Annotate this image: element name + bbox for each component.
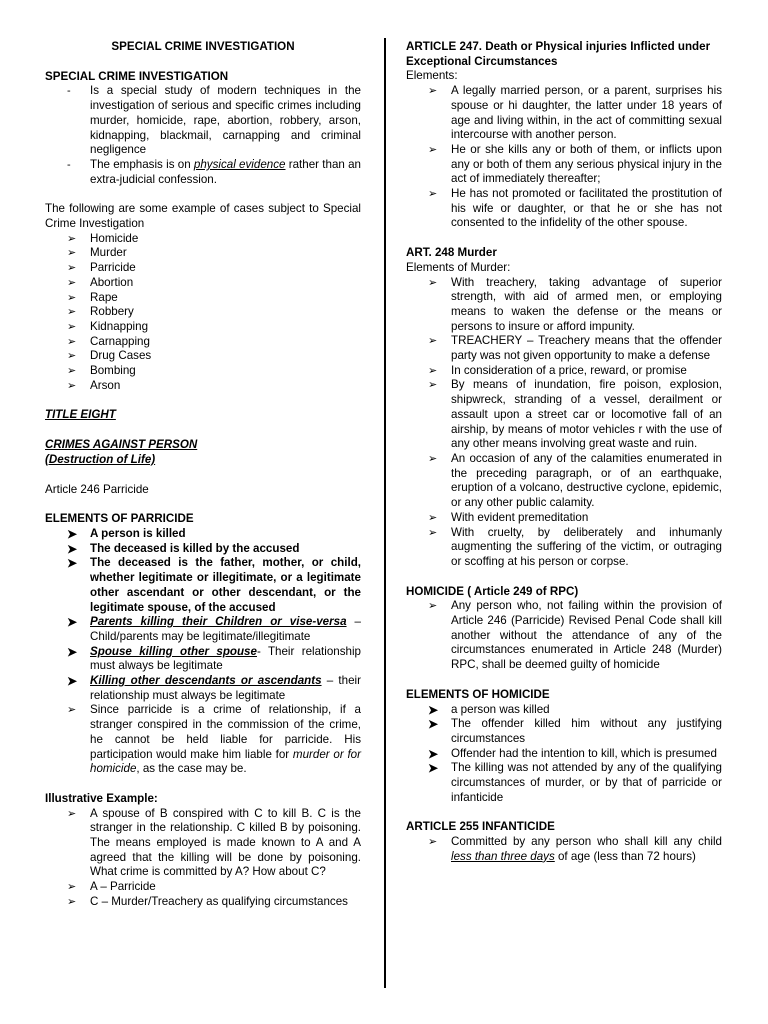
list-item: ➢ In consideration of a price, reward, or promise — [428, 363, 687, 377]
page-header: SPECIAL CRIME INVESTIGATION — [111, 40, 295, 53]
emphasis-text: Spouse killing other spouse — [90, 644, 257, 658]
article-248-heading: ART. 248 Murder — [406, 246, 497, 260]
arrow-bullet-icon: ➢ — [428, 526, 438, 539]
illustrative-list — [45, 807, 361, 910]
list-item: ➢ Parricide — [67, 261, 136, 275]
arrow-bullet-icon: ➢ — [428, 276, 438, 289]
arrow-bullet-icon: ➢ — [67, 262, 77, 275]
list-item: ➢ TREACHERY – Treachery means that the offender party was not given opportunity to make a defense — [428, 334, 722, 363]
section-title: SPECIAL CRIME INVESTIGATION — [45, 69, 229, 83]
list-item: - Is a special study of modern techniques in the investigation of serious and specific crimes including murder, homicide, rape, abortion, robbery, arson, kidnapping, blackmail, carnapping and criminal negligence — [67, 84, 361, 157]
emphasis-text: Killing other descendants or ascendants — [90, 674, 322, 688]
arrow-bullet-icon: ➢ — [67, 335, 77, 348]
destruction-heading: (Destruction of Life) — [45, 452, 156, 466]
title-eight: TITLE EIGHT — [45, 408, 116, 422]
list-item: ➢ Carnapping — [67, 334, 150, 348]
arrow-bullet-icon: ➢ — [67, 350, 77, 363]
list-item: ➢ With treachery, taking advantage of superior strength, with aid of armed men, or employing means to waken the defense or the means or persons to insure or afford impunity. — [428, 275, 722, 333]
bold-arrow-bullet-icon: ➤ — [67, 556, 78, 571]
arrow-bullet-icon: ➢ — [428, 836, 438, 849]
list-item: ➢ He has not promoted or facilitated the prostitution of his wife or daughter, or that he or she has not consented to the infidelity of the other spouse. — [428, 187, 722, 230]
parricide-notes-list — [45, 615, 361, 703]
article-255-list — [406, 835, 722, 864]
list-item: ➢ Kidnapping — [67, 319, 149, 333]
parricide-elements-list — [45, 527, 361, 615]
list-item: ➤ Killing other descendants or ascendants – their relationship must always be legitimate — [67, 674, 361, 702]
dash-bullet: - — [67, 85, 71, 98]
list-item: ➢ Since parricide is a crime of relationship, if a stranger conspired in the commission of the crime, he cannot be held liable for parricide. His participation would make him liable for murder or for homicide, as the case may be. — [67, 703, 361, 776]
examples-intro: The following are some example of cases subject to Special Crime Investigation — [45, 202, 361, 231]
arrow-bullet-icon: ➢ — [428, 600, 438, 613]
list-item: ➢ Murder — [67, 246, 127, 260]
list-item: ➢ A spouse of B conspired with C to kill B. C is the stranger in the relationship. C killed B by poisoning. The means employed is made known to A and A agreed that the killing will be done by poisoning. What crime is committed by A? How about C? — [67, 806, 361, 879]
list-item: ➢ Bombing — [67, 364, 136, 378]
arrow-bullet-icon: ➢ — [67, 291, 77, 304]
arrow-bullet-icon: ➢ — [428, 188, 438, 201]
list-item: ➢ An occasion of any of the calamities enumerated in the preceding paragraph, or of an earthquake, eruption of a volcano, destructive cyclone, epidemic, or any other public calamity. — [428, 451, 722, 510]
bold-arrow-bullet-icon: ➤ — [67, 541, 78, 556]
arrow-bullet-icon: ➢ — [67, 232, 77, 245]
list-item: ➢ With evident premeditation — [428, 510, 589, 524]
arrow-bullet-icon: ➢ — [428, 511, 438, 524]
list-item: ➢ Homicide — [67, 231, 139, 245]
list-item: ➢ Committed by any person who shall kill any child less than three days of age (less than 72 hours) — [428, 835, 722, 863]
arrow-bullet-icon: ➢ — [428, 364, 438, 377]
arrow-bullet-icon: ➢ — [67, 881, 77, 894]
emphasis-text: physical evidence — [193, 157, 286, 171]
arrow-bullet-icon: ➢ — [67, 276, 77, 289]
crimes-against-heading: CRIMES AGAINST PERSON — [45, 438, 198, 452]
list-item: - The emphasis is on physical evidence rather than an extra-judicial confession. — [67, 157, 361, 186]
list-item: ➢ He or she kills any or both of them, or inflicts upon any or both of them any serious physical injury in the act of immediately thereafter; — [428, 142, 722, 186]
right-column — [406, 40, 722, 865]
list-item: ➢ Any person who, not failing within the provision of Article 246 (Parricide) Revised Penal Code shall kill another without the attendance of any of the circumstances enumerated in Article 248 (Murder) RPC, shall be deemed guilty of homicide — [428, 599, 722, 672]
emphasis-text: less than three days — [451, 849, 555, 863]
arrow-bullet-icon: ➢ — [428, 379, 438, 392]
list-item: ➤ The deceased is the father, mother, or child, whether legitimate or illegitimate, or a legitimate other ascendant or other descendant, or the legitimate spouse, of the accused — [67, 556, 361, 614]
list-item: ➤ Parents killing their Children or vise-versa – Child/parents may be legitimate/illegitimate — [67, 615, 362, 643]
arrow-bullet-icon: ➢ — [67, 379, 77, 392]
homicide-list — [406, 599, 722, 673]
list-item: ➢ Robbery — [67, 305, 134, 319]
dash-bullet: - — [67, 158, 71, 171]
arrow-bullet-icon: ➢ — [67, 320, 77, 333]
list-item: ➤ The offender killed him without any justifying circumstances — [428, 717, 722, 745]
left-column — [45, 40, 361, 910]
bold-arrow-bullet-icon: ➤ — [67, 674, 78, 689]
list-item: ➢ A legally married person, or a parent, surprises his spouse or hi daughter, the latter under 18 years of age and living within, in the act of committing sexual intercourse with another person. — [428, 84, 722, 142]
list-item: ➢ Drug Cases — [67, 349, 152, 363]
arrow-bullet-icon: ➢ — [67, 895, 77, 908]
list-item: ➢ Abortion — [67, 275, 134, 289]
list-item: ➤ a person was killed — [428, 702, 550, 717]
article-247-list — [406, 84, 722, 231]
list-item: ➢ A – Parricide — [67, 880, 156, 894]
list-item: ➤ The deceased is killed by the accused — [67, 541, 300, 556]
emphasis-text: Parents killing their Children or vise-versa — [90, 615, 347, 629]
illustrative-heading: Illustrative Example: — [45, 791, 158, 805]
arrow-bullet-icon: ➢ — [67, 247, 77, 260]
list-item: ➢ With cruelty, by deliberately and inhumanly augmenting the suffering of the victim, or outraging or scoffing at his person or corpse. — [428, 525, 722, 568]
list-item: ➤ A person is killed — [67, 526, 186, 541]
bold-arrow-bullet-icon: ➤ — [428, 717, 439, 732]
definition-list — [45, 84, 361, 187]
arrow-bullet-icon: ➢ — [428, 85, 438, 98]
parricide-last-list — [45, 703, 361, 777]
bold-arrow-bullet-icon: ➤ — [428, 761, 439, 776]
list-item: ➤ Spouse killing other spouse- Their relationship must always be legitimate — [67, 644, 362, 673]
article-246-heading: Article 246 Parricide — [45, 482, 149, 496]
murder-elements-list — [406, 276, 722, 570]
list-item: ➢ Rape — [67, 290, 118, 304]
elements-parricide-heading: ELEMENTS OF PARRICIDE — [45, 512, 194, 526]
arrow-bullet-icon: ➢ — [67, 365, 77, 378]
list-item: ➢ C – Murder/Treachery as qualifying circumstances — [67, 894, 348, 908]
arrow-bullet-icon: ➢ — [428, 335, 438, 348]
arrow-bullet-icon: ➢ — [67, 306, 77, 319]
bold-arrow-bullet-icon: ➤ — [67, 615, 78, 630]
bold-arrow-bullet-icon: ➤ — [67, 526, 78, 541]
elements-murder-label: Elements of Murder: — [406, 260, 511, 274]
article-247-heading: ARTICLE 247. Death or Physical injuries Inflicted under Exceptional Circumstances — [406, 40, 711, 68]
bold-arrow-bullet-icon: ➤ — [428, 702, 439, 717]
list-item: ➢ By means of inundation, fire poison, explosion, shipwreck, stranding of a vessel, derailment or assault upon a street car or locomotive fall of an airship, by means of motor vehicles r with the use of any other means involving great waste and ruin. — [428, 378, 722, 451]
arrow-bullet-icon: ➢ — [428, 452, 438, 465]
bold-arrow-bullet-icon: ➤ — [428, 746, 439, 761]
list-item: ➢ Arson — [67, 378, 121, 392]
list-item: ➤ Offender had the intention to kill, which is presumed — [428, 746, 717, 761]
bold-arrow-bullet-icon: ➤ — [67, 644, 78, 659]
elements-homicide-list — [406, 703, 722, 806]
elements-homicide-heading: ELEMENTS OF HOMICIDE — [406, 687, 550, 701]
homicide-heading: HOMICIDE ( Article 249 of RPC) — [406, 584, 579, 598]
column-divider — [384, 38, 386, 988]
list-item: ➤ The killing was not attended by any of the qualifying circumstances of murder, or by that of parricide or infanticide — [428, 761, 722, 804]
arrow-bullet-icon: ➢ — [428, 143, 438, 156]
arrow-bullet-icon: ➢ — [67, 704, 77, 717]
article-255-heading: ARTICLE 255 INFANTICIDE — [406, 820, 555, 834]
cases-list — [45, 232, 361, 394]
emphasis-text: murder or for homicide — [90, 747, 361, 776]
arrow-bullet-icon: ➢ — [67, 807, 77, 820]
elements-label: Elements: — [406, 69, 458, 83]
